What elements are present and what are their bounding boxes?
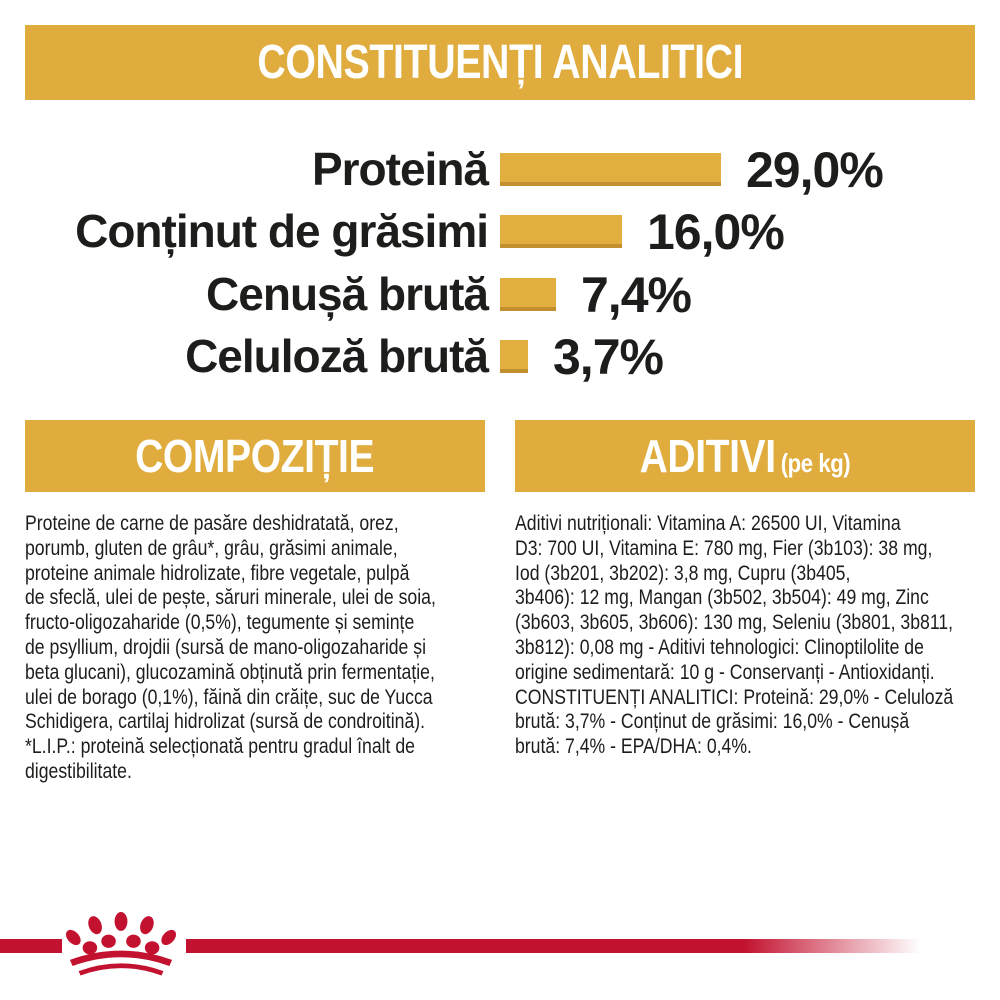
text-line: de psyllium, drojdii (sursă de mano-oligozaharide și	[25, 635, 427, 659]
text-line: de sfeclă, ulei de pește, săruri minerale, ulei de soia,	[25, 586, 436, 610]
text-line: ulei de borago (0,1%), făină din crăițe, suc de Yucca	[25, 685, 433, 709]
text-line: origine sedimentară: 10 g - Conservanți - Antioxidanți.	[515, 660, 935, 684]
chart-value: 3,7%	[553, 328, 663, 385]
text-line: 3b812): 0,08 mg - Aditivi tehnologici: Clinoptilolite de	[515, 635, 924, 659]
text-line: brută: 3,7% - Conținut de grăsimi: 16,0% - Cenușă	[515, 710, 910, 734]
brand-stripe-right	[186, 939, 920, 953]
additives-section	[515, 420, 975, 760]
chart-label: Cenușă brută	[206, 268, 488, 320]
chart-bar	[500, 153, 721, 186]
brand-stripe-left	[0, 939, 62, 953]
additives-title-unit: (pe kg)	[780, 448, 851, 478]
additives-title-main: ADITIVI	[639, 430, 776, 482]
text-line: Schidigera, cartilaj hidrolizat (sursă de condroitină).	[25, 710, 426, 734]
royal-canin-crown-icon	[64, 912, 178, 978]
text-line: brută: 7,4% - EPA/DHA: 0,4%.	[515, 735, 752, 759]
text-line: Iod (3b201, 3b202): 3,8 mg, Cupru (3b405,	[515, 561, 851, 585]
text-line: proteine animale hidrolizate, fibre vegetale, pulpă	[25, 561, 410, 585]
composition-header-bar	[25, 420, 485, 492]
composition-title: COMPOZIȚIE	[135, 430, 375, 482]
analytical-bar-chart	[0, 141, 1000, 388]
text-line: fructo-oligozaharide (0,5%), tegumente și semințe	[25, 611, 415, 635]
chart-value: 29,0%	[746, 141, 883, 198]
chart-bar	[500, 278, 556, 311]
chart-value: 7,4%	[581, 266, 691, 323]
analytical-title: CONSTITUENȚI ANALITICI	[257, 36, 743, 89]
analytical-header-bar	[25, 25, 975, 100]
text-line: CONSTITUENȚI ANALITICI: Proteină: 29,0% - Celuloză	[515, 685, 954, 709]
text-line: porumb, gluten de grâu*, grâu, grăsimi animale,	[25, 536, 398, 560]
text-line: 3b406): 12 mg, Mangan (3b502, 3b504): 49 mg, Zinc	[515, 586, 929, 610]
text-line: D3: 700 UI, Vitamina E: 780 mg, Fier (3b103): 38 mg,	[515, 536, 933, 560]
chart-row-ash	[0, 266, 691, 323]
text-line: *L.I.P.: proteină selecționată pentru gradul înalt de	[25, 735, 415, 759]
chart-row-fat	[0, 203, 784, 260]
chart-label: Celuloză brută	[185, 330, 488, 382]
chart-bar	[500, 215, 622, 248]
chart-row-protein	[0, 141, 883, 198]
composition-section	[25, 420, 485, 785]
additives-header-bar	[515, 420, 975, 492]
text-line: Aditivi nutriționali: Vitamina A: 26500 UI, Vitamina	[515, 512, 901, 535]
text-line: Proteine de carne de pasăre deshidratată, orez,	[25, 512, 399, 535]
chart-row-fibre	[0, 328, 663, 385]
chart-value: 16,0%	[647, 203, 784, 260]
text-line: digestibilitate.	[25, 759, 132, 783]
text-line: (3b603, 3b605, 3b606): 130 mg, Seleniu (3b801, 3b811,	[515, 611, 954, 635]
composition-text	[25, 512, 485, 785]
chart-label: Proteină	[311, 143, 488, 195]
text-line: beta glucani), glucozamină obținută prin fermentație,	[25, 660, 435, 684]
chart-label: Conținut de grăsimi	[75, 205, 488, 257]
additives-title	[640, 429, 851, 483]
additives-text	[515, 512, 975, 760]
chart-bar	[500, 340, 528, 373]
